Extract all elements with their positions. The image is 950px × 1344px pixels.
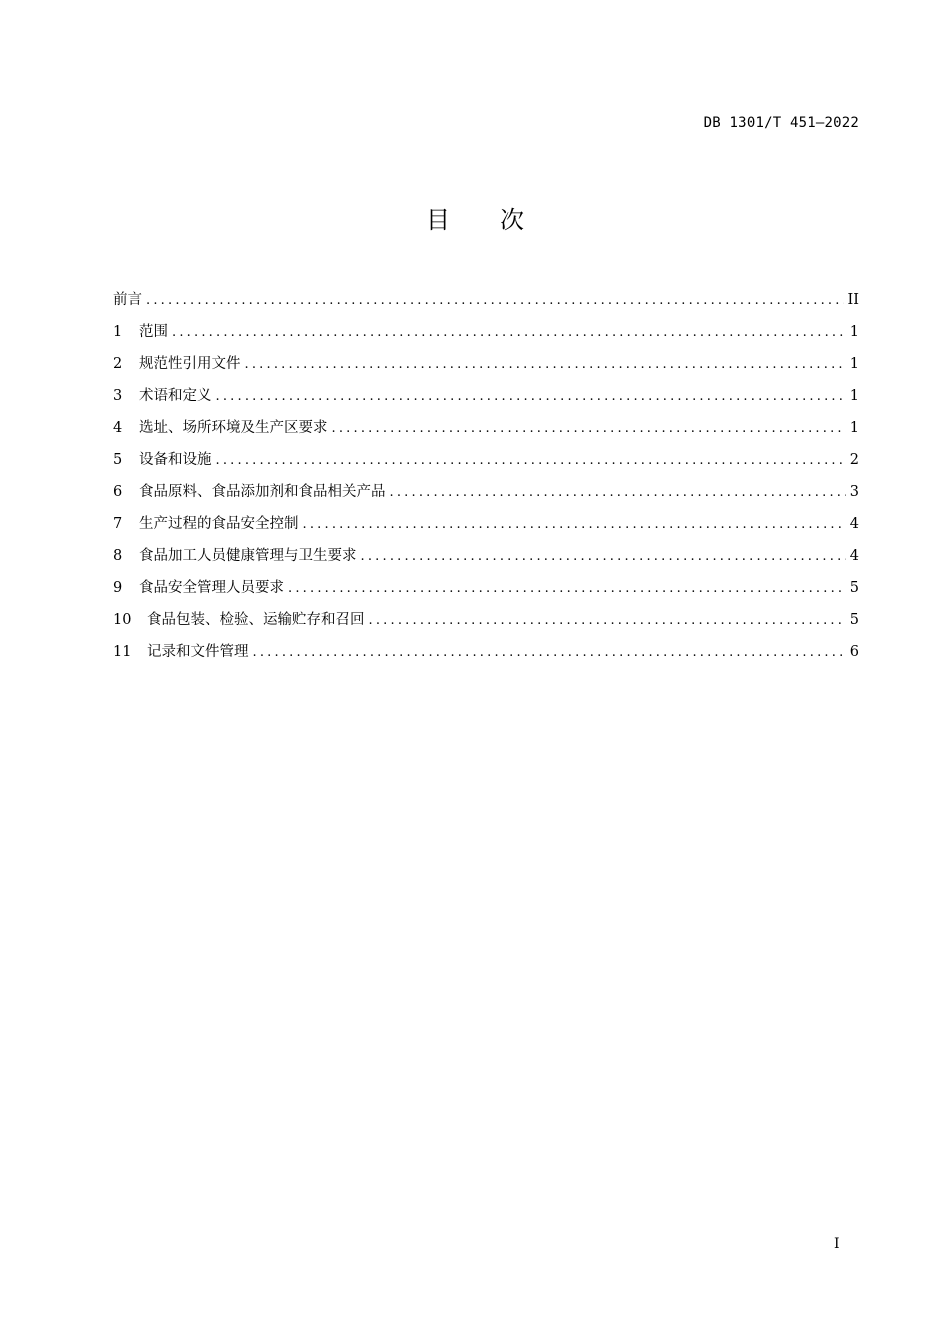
toc-entry-label: 食品加工人员健康管理与卫生要求 [139, 548, 357, 564]
toc-entry-2[interactable] [113, 348, 859, 380]
toc-entry-label: 范围 [139, 324, 168, 340]
toc-title-part2: 次 [500, 206, 524, 234]
toc-entry-number: 1 [113, 324, 123, 340]
toc-entry-page: 4 [849, 516, 859, 532]
toc-leader-dots [303, 509, 846, 541]
toc-entry-label: 设备和设施 [139, 452, 212, 468]
toc-entry-page: 3 [849, 484, 859, 500]
toc-leader-dots [146, 285, 844, 317]
toc-entry-number: 10 [113, 612, 132, 628]
table-of-contents [113, 284, 859, 668]
toc-entry-5[interactable] [113, 444, 859, 476]
toc-entry-10[interactable] [113, 604, 859, 636]
toc-entry-7[interactable] [113, 508, 859, 540]
toc-entry-9[interactable] [113, 572, 859, 604]
toc-leader-dots [216, 381, 846, 413]
page-number: I [834, 1236, 840, 1252]
toc-entry-label: 规范性引用文件 [139, 356, 241, 372]
toc-entry-number: 9 [113, 580, 123, 596]
toc-leader-dots [361, 541, 846, 573]
toc-title-part1: 目 [426, 206, 450, 234]
toc-entry-3[interactable] [113, 380, 859, 412]
toc-entry-page: 1 [849, 324, 859, 340]
toc-entry-page: 1 [849, 420, 859, 436]
toc-entry-8[interactable] [113, 540, 859, 572]
toc-entry-label: 生产过程的食品安全控制 [139, 516, 299, 532]
toc-entry-number: 2 [113, 356, 123, 372]
toc-entry-label: 记录和文件管理 [147, 644, 249, 660]
toc-title [0, 200, 950, 235]
toc-entry-1[interactable] [113, 316, 859, 348]
toc-entry-4[interactable] [113, 412, 859, 444]
toc-entry-page: 5 [849, 612, 859, 628]
toc-entry-page: 4 [849, 548, 859, 564]
toc-entry-number: 3 [113, 388, 123, 404]
toc-entry-page: 1 [849, 356, 859, 372]
toc-entry-page: 1 [849, 388, 859, 404]
toc-entry-label: 食品安全管理人员要求 [139, 580, 284, 596]
toc-entry-11[interactable] [113, 636, 859, 668]
toc-entry-page: 5 [849, 580, 859, 596]
toc-leader-dots [369, 605, 846, 637]
toc-entry-page: 2 [849, 452, 859, 468]
toc-entry-number: 11 [113, 644, 132, 660]
toc-entry-page: II [847, 292, 859, 308]
toc-leader-dots [253, 637, 846, 669]
toc-entry-6[interactable] [113, 476, 859, 508]
toc-entry-number: 8 [113, 548, 123, 564]
toc-entry-number: 6 [113, 484, 123, 500]
toc-entry-label: 选址、场所环境及生产区要求 [139, 420, 328, 436]
toc-entry-number: 4 [113, 420, 123, 436]
toc-leader-dots [332, 413, 846, 445]
document-code: DB 1301/T 451—2022 [703, 115, 859, 131]
toc-leader-dots [172, 317, 846, 349]
toc-entry-label: 术语和定义 [139, 388, 212, 404]
toc-entry-label: 前言 [113, 292, 142, 308]
toc-leader-dots [390, 477, 846, 509]
toc-entry-label: 食品原料、食品添加剂和食品相关产品 [139, 484, 386, 500]
toc-leader-dots [216, 445, 846, 477]
toc-entry-number: 5 [113, 452, 123, 468]
toc-entry-number: 7 [113, 516, 123, 532]
toc-entry-page: 6 [849, 644, 859, 660]
toc-leader-dots [288, 573, 846, 605]
toc-leader-dots [245, 349, 846, 381]
toc-entry-foreword[interactable] [113, 284, 859, 316]
toc-entry-label: 食品包装、检验、运输贮存和召回 [147, 612, 365, 628]
